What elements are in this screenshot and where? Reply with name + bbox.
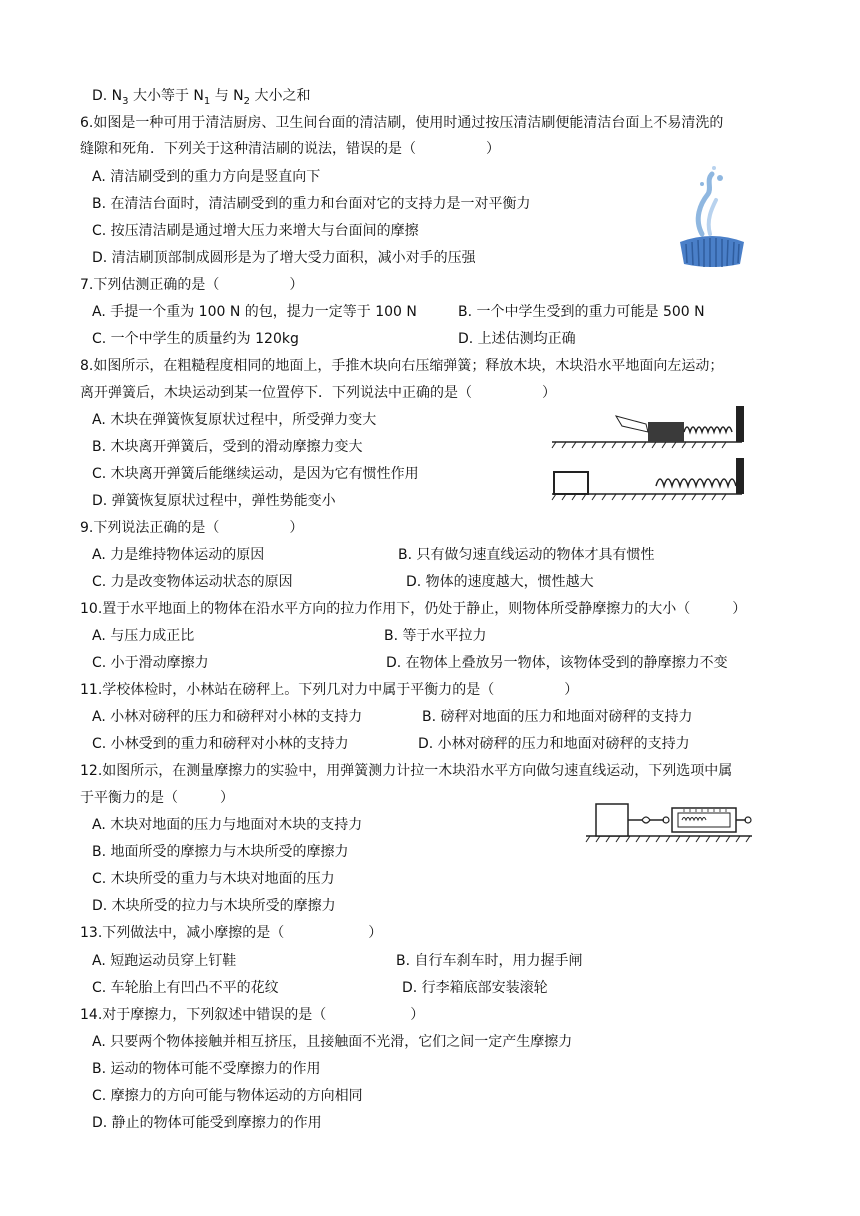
- q9-option-b: B. 只有做匀速直线运动的物体才具有惯性: [398, 547, 655, 563]
- q14-option-c: C. 摩擦力的方向可能与物体运动的方向相同: [92, 1088, 363, 1104]
- q5-option-d: D. $N_3$ 大小等于 $N_1$ 与 $N_2$ 大小之和: [92, 88, 311, 107]
- q10-stem: 10.置于水平地面上的物体在沿水平方向的拉力作用下，仍处于静止，则物体所受静摩擦力的大小（ ）: [80, 601, 747, 617]
- q8-stem-line1: 8.如图所示，在粗糙程度相同的地面上，手推木块向右压缩弹簧；释放木块，木块沿水平地面向左运动；: [80, 358, 724, 374]
- q11-option-d: D. 小林对磅秤的压力和地面对磅秤的支持力: [418, 736, 690, 752]
- q12-option-a: A. 木块对地面的压力与地面对木块的支持力: [92, 817, 363, 833]
- q8-option-a: A. 木块在弹簧恢复原状过程中，所受弹力变大: [92, 412, 377, 428]
- q6-stem-line2: 缝隙和死角．下列关于这种清洁刷的说法，错误的是（ ）: [80, 141, 500, 157]
- q6-option-d: D. 清洁刷顶部制成圆形是为了增大受力面积，减小对手的压强: [92, 250, 476, 266]
- q14-option-d: D. 静止的物体可能受到摩擦力的作用: [92, 1115, 322, 1131]
- q6-option-b: B. 在清洁台面时，清洁刷受到的重力和台面对它的支持力是一对平衡力: [92, 196, 531, 212]
- q11-stem: 11.学校体检时，小林站在磅秤上。下列几对力中属于平衡力的是（ ）: [80, 682, 579, 698]
- q14-option-b: B. 运动的物体可能不受摩擦力的作用: [92, 1061, 321, 1077]
- q7-stem: 7.下列估测正确的是（ ）: [80, 277, 304, 293]
- q8-stem-line2: 离开弹簧后，木块运动到某一位置停下．下列说法中正确的是（ ）: [80, 385, 556, 401]
- q11-option-c: C. 小林受到的重力和磅秤对小林的支持力: [92, 736, 349, 752]
- q9-option-d: D. 物体的速度越大，惯性越大: [406, 574, 594, 590]
- q10-option-c: C. 小于滑动摩擦力: [92, 655, 209, 671]
- q6-option-c: C. 按压清洁刷是通过增大压力来增大与台面间的摩擦: [92, 223, 419, 239]
- q7-option-c: C. 一个中学生的质量约为 120kg: [92, 331, 299, 347]
- q13-option-c: C. 车轮胎上有凹凸不平的花纹: [92, 980, 279, 996]
- q7-option-a: A. 手提一个重为 100 N 的包，提力一定等于 100 N: [92, 304, 417, 320]
- q10-option-b: B. 等于水平拉力: [384, 628, 487, 644]
- q10-option-a: A. 与压力成正比: [92, 628, 195, 644]
- q7-option-b: B. 一个中学生受到的重力可能是 500 N: [458, 304, 705, 320]
- q6-stem-line1: 6.如图是一种可用于清洁厨房、卫生间台面的清洁刷，使用时通过按压清洁刷便能清洁台面上不易清洗的: [80, 115, 724, 131]
- cleaning-brush-figure: [672, 164, 752, 272]
- q12-stem-line2: 于平衡力的是（ ）: [80, 790, 234, 806]
- q12-option-d: D. 木块所受的拉力与木块所受的摩擦力: [92, 898, 336, 914]
- q13-stem: 13.下列做法中，减小摩擦的是（ ）: [80, 925, 383, 941]
- q12-option-c: C. 木块所受的重力与木块对地面的压力: [92, 871, 335, 887]
- q11-option-a: A. 小林对磅秤的压力和磅秤对小林的支持力: [92, 709, 363, 725]
- q12-option-b: B. 地面所受的摩擦力与木块所受的摩擦力: [92, 844, 349, 860]
- q8-option-d: D. 弹簧恢复原状过程中，弹性势能变小: [92, 493, 336, 509]
- spring-block-figure: [550, 404, 746, 502]
- q8-option-b: B. 木块离开弹簧后，受到的滑动摩擦力变大: [92, 439, 363, 455]
- q8-option-c: C. 木块离开弹簧后能继续运动，是因为它有惯性作用: [92, 466, 419, 482]
- q10-option-d: D. 在物体上叠放另一物体，该物体受到的静摩擦力不变: [386, 655, 728, 671]
- q7-option-d: D. 上述估测均正确: [458, 331, 576, 347]
- q9-option-a: A. 力是维持物体运动的原因: [92, 547, 265, 563]
- q11-option-b: B. 磅秤对地面的压力和地面对磅秤的支持力: [422, 709, 693, 725]
- q13-option-a: A. 短跑运动员穿上钉鞋: [92, 953, 237, 969]
- q13-option-d: D. 行李箱底部安装滚轮: [402, 980, 548, 996]
- q6-option-a: A. 清洁刷受到的重力方向是竖直向下: [92, 169, 321, 185]
- spring-scale-figure: [584, 796, 756, 850]
- q9-stem: 9.下列说法正确的是（ ）: [80, 520, 304, 536]
- q9-option-c: C. 力是改变物体运动状态的原因: [92, 574, 293, 590]
- q13-option-b: B. 自行车刹车时，用力握手闸: [396, 953, 583, 969]
- q12-stem-line1: 12.如图所示，在测量摩擦力的实验中，用弹簧测力计拉一木块沿水平方向做匀速直线运动，下列选项中属: [80, 763, 733, 779]
- q14-option-a: A. 只要两个物体接触并相互挤压，且接触面不光滑，它们之间一定产生摩擦力: [92, 1034, 573, 1050]
- q14-stem: 14.对于摩擦力，下列叙述中错误的是（ ）: [80, 1007, 425, 1023]
